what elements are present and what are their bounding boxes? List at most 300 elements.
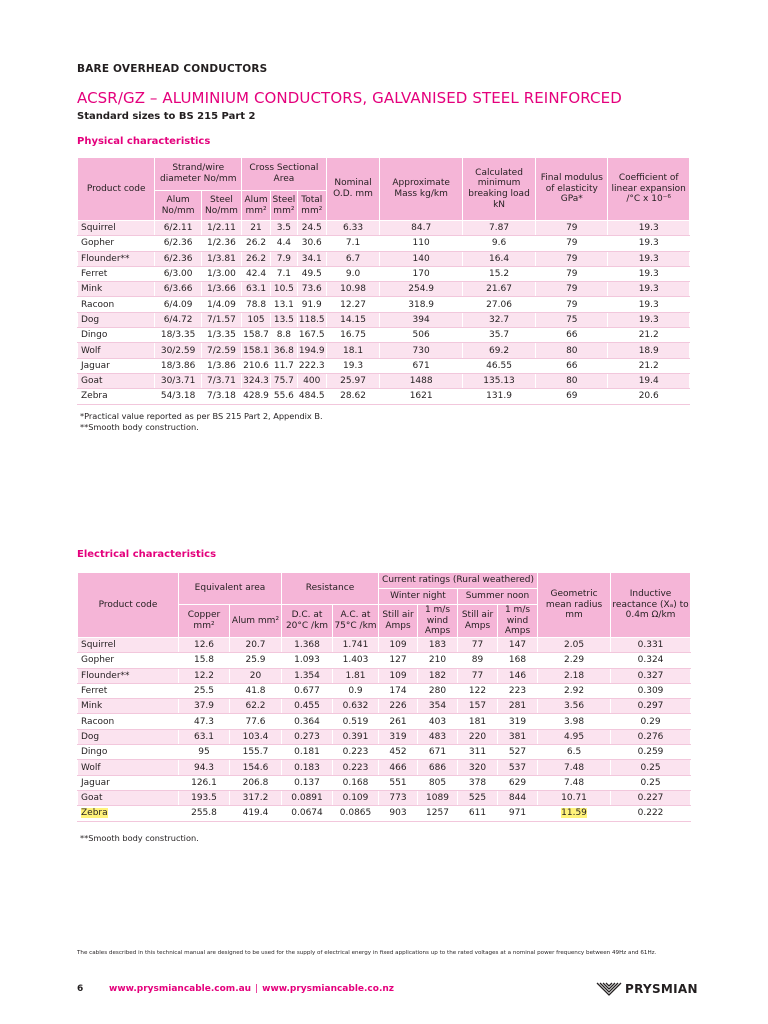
table-cell: 30/3.71	[155, 373, 201, 388]
table-cell: 629	[498, 775, 538, 790]
table-cell: 16.4	[462, 251, 535, 266]
product-code-cell: Dog	[78, 729, 179, 744]
table-cell: 6/4.09	[155, 297, 201, 312]
table-cell: 154.6	[230, 760, 282, 775]
table-cell: 26.2	[242, 236, 271, 251]
table-cell: 15.2	[462, 266, 535, 281]
table-cell: 21.2	[608, 358, 690, 373]
header-strand-diameter: Strand/wire diameter No/mm	[155, 158, 242, 191]
header-strand-steel: Steel No/mm	[201, 191, 241, 221]
note-smooth-body-electrical: **Smooth body construction.	[80, 833, 199, 843]
table-cell: 12.2	[179, 668, 230, 683]
table-cell: 19.3	[608, 236, 690, 251]
table-cell: 37.9	[179, 699, 230, 714]
table-cell: 79	[536, 266, 608, 281]
table-cell: 222.3	[297, 358, 326, 373]
table-cell: 1.403	[333, 653, 379, 668]
table-cell: 0.25	[611, 760, 691, 775]
table-cell: 210	[418, 653, 458, 668]
table-cell: 170	[380, 266, 463, 281]
table-cell: 0.259	[611, 745, 691, 760]
table-cell: 25.97	[326, 373, 380, 388]
table-cell: 281	[498, 699, 538, 714]
physical-notes	[80, 411, 323, 432]
table-cell: 84.7	[380, 221, 463, 236]
table-cell: 25.9	[230, 653, 282, 668]
table-cell: 55.6	[270, 389, 297, 404]
note-smooth-body: **Smooth body construction.	[80, 421, 199, 432]
product-code-cell: Ferret	[78, 683, 179, 698]
table-cell: 66	[536, 358, 608, 373]
header-csa-steel: Steel mm²	[270, 191, 297, 221]
header-summer-wind: 1 m/s wind Amps	[498, 605, 538, 638]
header-csa-alum: Alum mm²	[242, 191, 271, 221]
table-cell: 805	[418, 775, 458, 790]
table-cell: 9.0	[326, 266, 380, 281]
table-cell: 0.137	[282, 775, 333, 790]
table-cell: 378	[458, 775, 498, 790]
table-row	[78, 790, 691, 805]
table-cell: 77	[458, 638, 498, 653]
table-cell: 181	[458, 714, 498, 729]
table-cell: 35.7	[462, 328, 535, 343]
header-winter-night: Winter night	[379, 589, 458, 605]
table-cell: 3.98	[538, 714, 611, 729]
table-cell: 75.7	[270, 373, 297, 388]
table-cell: 15.8	[179, 653, 230, 668]
table-cell: 6/2.36	[155, 236, 201, 251]
table-cell: 131.9	[462, 389, 535, 404]
table-cell: 0.309	[611, 683, 691, 698]
table-cell: 1.81	[333, 668, 379, 683]
table-cell: 158.7	[242, 328, 271, 343]
section-heading: BARE OVERHEAD CONDUCTORS	[77, 63, 268, 75]
table-cell: 77.6	[230, 714, 282, 729]
table-cell: 193.5	[179, 790, 230, 805]
header-nominal-od: Nominal O.D. mm	[326, 158, 380, 221]
table-cell: 6/3.66	[155, 282, 201, 297]
header-linear-expansion: Coefficient of linear expansion /°C x 10⁻⁶	[608, 158, 690, 221]
table-cell: 10.71	[538, 790, 611, 805]
table-cell: 223	[498, 683, 538, 698]
table-cell: 77	[458, 668, 498, 683]
table-cell: 2.29	[538, 653, 611, 668]
table-cell: 110	[380, 236, 463, 251]
table-cell: 0.227	[611, 790, 691, 805]
table-cell: 20.7	[230, 638, 282, 653]
table-cell: 167.5	[297, 328, 326, 343]
table-cell: 69.2	[462, 343, 535, 358]
header-product-code-electrical: Product code	[78, 573, 179, 638]
table-row	[78, 653, 691, 668]
table-cell: 206.8	[230, 775, 282, 790]
table-cell: 1.368	[282, 638, 333, 653]
table-cell: 903	[379, 806, 418, 821]
table-cell: 255.8	[179, 806, 230, 821]
table-cell: 319	[498, 714, 538, 729]
table-cell: 6/4.72	[155, 312, 201, 327]
table-cell: 79	[536, 236, 608, 251]
table-row	[78, 745, 691, 760]
standard-reference: Standard sizes to BS 215 Part 2	[77, 111, 256, 122]
table-cell: 506	[380, 328, 463, 343]
table-cell: 0.455	[282, 699, 333, 714]
table-cell: 168	[498, 653, 538, 668]
table-cell: 25.5	[179, 683, 230, 698]
table-cell: 19.3	[608, 297, 690, 312]
header-product-code: Product code	[78, 158, 155, 221]
header-winter-wind: 1 m/s wind Amps	[418, 605, 458, 638]
table-cell: 73.6	[297, 282, 326, 297]
table-cell: 7/3.71	[201, 373, 241, 388]
table-cell: 0.29	[611, 714, 691, 729]
table-row	[78, 282, 690, 297]
header-breaking-load: Calculated minimum breaking load kN	[462, 158, 535, 221]
table-cell: 32.7	[462, 312, 535, 327]
table-row	[78, 389, 690, 404]
table-cell: 20	[230, 668, 282, 683]
table-row	[78, 221, 690, 236]
table-cell: 182	[418, 668, 458, 683]
table-cell: 0.0891	[282, 790, 333, 805]
table-row	[78, 729, 691, 744]
table-cell: 147	[498, 638, 538, 653]
table-cell: 103.4	[230, 729, 282, 744]
product-code-cell: Goat	[78, 790, 179, 805]
table-cell: 126.1	[179, 775, 230, 790]
table-cell: 844	[498, 790, 538, 805]
table-cell: 0.168	[333, 775, 379, 790]
table-cell: 158.1	[242, 343, 271, 358]
table-cell: 89	[458, 653, 498, 668]
table-cell: 1/2.11	[201, 221, 241, 236]
table-cell: 49.5	[297, 266, 326, 281]
table-cell: 324.3	[242, 373, 271, 388]
table-cell: 311	[458, 745, 498, 760]
table-cell: 551	[379, 775, 418, 790]
table-cell: 135.13	[462, 373, 535, 388]
table-cell: 354	[418, 699, 458, 714]
table-cell: 4.95	[538, 729, 611, 744]
table-row	[78, 251, 690, 266]
table-cell: 19.4	[608, 373, 690, 388]
table-cell: 54/3.18	[155, 389, 201, 404]
table-cell: 105	[242, 312, 271, 327]
table-cell: 28.62	[326, 389, 380, 404]
table-cell: 6/2.11	[155, 221, 201, 236]
table-cell: 773	[379, 790, 418, 805]
note-practical-value: *Practical value reported as per BS 215 Part 2, Appendix B.	[80, 411, 323, 421]
footer-link-au[interactable]: www.prysmiancable.com.au	[109, 984, 252, 994]
physical-characteristics-title: Physical characteristics	[77, 136, 211, 147]
table-cell: 194.9	[297, 343, 326, 358]
table-cell: 19.3	[608, 251, 690, 266]
header-dc-resistance: D.C. at 20°C /km	[282, 605, 333, 638]
table-cell: 419.4	[230, 806, 282, 821]
table-cell: 6/3.00	[155, 266, 201, 281]
table-cell: 0.519	[333, 714, 379, 729]
table-cell: 41.8	[230, 683, 282, 698]
table-cell: 30/2.59	[155, 343, 201, 358]
table-cell: 80	[536, 373, 608, 388]
table-cell: 0.181	[282, 745, 333, 760]
header-summer-noon: Summer noon	[458, 589, 538, 605]
table-cell: 109	[379, 638, 418, 653]
product-code-cell: Mink	[78, 699, 179, 714]
table-cell: 1089	[418, 790, 458, 805]
table-cell: 7/3.18	[201, 389, 241, 404]
table-cell: 36.8	[270, 343, 297, 358]
table-cell: 0.677	[282, 683, 333, 698]
table-cell: 1/4.09	[201, 297, 241, 312]
table-cell: 118.5	[297, 312, 326, 327]
table-cell: 525	[458, 790, 498, 805]
table-row	[78, 297, 690, 312]
table-cell: 319	[379, 729, 418, 744]
table-cell: 94.3	[179, 760, 230, 775]
table-row	[78, 266, 690, 281]
table-cell: 109	[379, 668, 418, 683]
header-modulus: Final modulus of elasticity GPa*	[536, 158, 608, 221]
table-cell: 1.093	[282, 653, 333, 668]
electrical-notes	[80, 833, 199, 844]
product-code-cell: Wolf	[78, 343, 155, 358]
table-cell: 0.9	[333, 683, 379, 698]
header-mass: Approximate Mass kg/km	[380, 158, 463, 221]
table-cell: 20.6	[608, 389, 690, 404]
table-cell: 2.92	[538, 683, 611, 698]
table-cell: 21.2	[608, 328, 690, 343]
table-cell: 27.06	[462, 297, 535, 312]
table-cell: 174	[379, 683, 418, 698]
table-cell: 318.9	[380, 297, 463, 312]
table-cell: 7/2.59	[201, 343, 241, 358]
table-cell: 7.1	[270, 266, 297, 281]
table-cell: 140	[380, 251, 463, 266]
table-cell: 7/1.57	[201, 312, 241, 327]
table-cell: 75	[536, 312, 608, 327]
table-cell: 69	[536, 389, 608, 404]
table-cell: 0.109	[333, 790, 379, 805]
table-cell: 1.741	[333, 638, 379, 653]
table-cell: 21	[242, 221, 271, 236]
product-code-cell: Mink	[78, 282, 155, 297]
table-cell: 46.55	[462, 358, 535, 373]
product-code-cell: Ferret	[78, 266, 155, 281]
table-cell: 1/3.66	[201, 282, 241, 297]
table-cell: 484.5	[297, 389, 326, 404]
table-cell: 12.27	[326, 297, 380, 312]
table-cell: 19.3	[608, 282, 690, 297]
table-cell: 21.67	[462, 282, 535, 297]
table-cell: 686	[418, 760, 458, 775]
table-cell: 611	[458, 806, 498, 821]
table-cell: 0.297	[611, 699, 691, 714]
table-cell: 0.25	[611, 775, 691, 790]
table-cell: 18.1	[326, 343, 380, 358]
table-cell: 63.1	[179, 729, 230, 744]
table-cell: 79	[536, 297, 608, 312]
table-cell: 671	[418, 745, 458, 760]
table-cell: 8.8	[270, 328, 297, 343]
table-cell: 0.364	[282, 714, 333, 729]
header-winter-still-air: Still air Amps	[379, 605, 418, 638]
header-resistance: Resistance	[282, 573, 379, 605]
table-cell: 220	[458, 729, 498, 744]
table-cell: 7.1	[326, 236, 380, 251]
table-cell: 1257	[418, 806, 458, 821]
table-cell: 18/3.35	[155, 328, 201, 343]
table-cell: 537	[498, 760, 538, 775]
table-cell: 10.98	[326, 282, 380, 297]
disclaimer-text: The cables described in this technical manual are designed to be used for the supply of electrical energy in fixed applications up to the rated voltages at a nominal power frequency between 49Hz and 61Hz.	[77, 950, 657, 956]
table-row	[78, 358, 690, 373]
table-cell: 210.6	[242, 358, 271, 373]
table-cell: 78.8	[242, 297, 271, 312]
table-cell: 18/3.86	[155, 358, 201, 373]
table-cell: 19.3	[326, 358, 380, 373]
header-cross-sectional-area: Cross Sectional Area	[242, 158, 327, 191]
header-copper: Copper mm²	[179, 605, 230, 638]
prysmian-logo	[596, 982, 698, 996]
table-cell: 14.15	[326, 312, 380, 327]
table-cell: 452	[379, 745, 418, 760]
table-cell: 971	[498, 806, 538, 821]
product-code-cell: Dog	[78, 312, 155, 327]
table-row	[78, 668, 691, 683]
table-cell: 226	[379, 699, 418, 714]
table-row	[78, 760, 691, 775]
table-cell: 381	[498, 729, 538, 744]
table-cell: 66	[536, 328, 608, 343]
product-code-cell: Squirrel	[78, 221, 155, 236]
table-cell: 80	[536, 343, 608, 358]
table-row	[78, 312, 690, 327]
footer-link-nz[interactable]: www.prysmiancable.co.nz	[262, 984, 395, 994]
table-cell: 7.48	[538, 760, 611, 775]
logo-wordmark: PRYSMIAN	[625, 982, 698, 996]
table-cell: 6/2.36	[155, 251, 201, 266]
table-cell: 428.9	[242, 389, 271, 404]
product-code-cell: Flounder**	[78, 668, 179, 683]
table-cell: 79	[536, 282, 608, 297]
table-cell: 403	[418, 714, 458, 729]
footer-links	[109, 984, 394, 994]
product-code-cell: Jaguar	[78, 358, 155, 373]
table-row	[78, 714, 691, 729]
table-cell: 0.0865	[333, 806, 379, 821]
table-row	[78, 328, 690, 343]
header-summer-still-air: Still air Amps	[458, 605, 498, 638]
table-cell: 9.6	[462, 236, 535, 251]
product-code-cell: Jaguar	[78, 775, 179, 790]
table-cell: 16.75	[326, 328, 380, 343]
table-cell: 466	[379, 760, 418, 775]
table-cell: 1/2.36	[201, 236, 241, 251]
table-cell: 4.4	[270, 236, 297, 251]
table-cell: 62.2	[230, 699, 282, 714]
table-cell: 0.223	[333, 745, 379, 760]
table-cell: 95	[179, 745, 230, 760]
table-cell	[538, 806, 611, 821]
table-row	[78, 638, 691, 653]
table-cell: 1/3.86	[201, 358, 241, 373]
table-cell: 0.276	[611, 729, 691, 744]
table-row	[78, 699, 691, 714]
table-cell: 6.5	[538, 745, 611, 760]
table-cell: 24.5	[297, 221, 326, 236]
product-code-cell: Zebra	[78, 389, 155, 404]
table-cell: 0.324	[611, 653, 691, 668]
table-cell: 146	[498, 668, 538, 683]
table-cell: 6.33	[326, 221, 380, 236]
table-cell: 19.3	[608, 221, 690, 236]
table-row	[78, 683, 691, 698]
table-cell: 671	[380, 358, 463, 373]
table-cell: 527	[498, 745, 538, 760]
electrical-characteristics-table	[77, 572, 691, 822]
table-cell: 155.7	[230, 745, 282, 760]
table-cell: 1621	[380, 389, 463, 404]
table-cell: 2.18	[538, 668, 611, 683]
header-current-ratings: Current ratings (Rural weathered)	[379, 573, 538, 589]
header-geometric-mean-radius: Geometric mean radius mm	[538, 573, 611, 638]
table-cell: 394	[380, 312, 463, 327]
product-code-cell: Gopher	[78, 236, 155, 251]
table-cell: 11.7	[270, 358, 297, 373]
product-code-cell	[78, 806, 179, 821]
table-cell: 320	[458, 760, 498, 775]
table-cell: 3.5	[270, 221, 297, 236]
table-cell: 79	[536, 221, 608, 236]
header-inductive-reactance: Inductive reactance (Xₐ) to 0.4m Ω/km	[611, 573, 691, 638]
table-row	[78, 373, 690, 388]
table-cell: 483	[418, 729, 458, 744]
table-cell: 91.9	[297, 297, 326, 312]
table-cell: 0.391	[333, 729, 379, 744]
table-cell: 0.222	[611, 806, 691, 821]
table-cell: 280	[418, 683, 458, 698]
table-cell: 1/3.35	[201, 328, 241, 343]
table-cell: 42.4	[242, 266, 271, 281]
table-cell: 19.3	[608, 312, 690, 327]
table-cell: 157	[458, 699, 498, 714]
table-cell: 30.6	[297, 236, 326, 251]
table-cell: 7.9	[270, 251, 297, 266]
table-cell: 183	[418, 638, 458, 653]
table-cell: 127	[379, 653, 418, 668]
table-cell: 0.632	[333, 699, 379, 714]
product-code-cell: Dingo	[78, 745, 179, 760]
table-cell: 47.3	[179, 714, 230, 729]
product-code-cell: Gopher	[78, 653, 179, 668]
prysmian-logo-icon	[596, 982, 622, 996]
table-cell: 26.2	[242, 251, 271, 266]
table-cell: 3.56	[538, 699, 611, 714]
table-cell: 0.223	[333, 760, 379, 775]
table-cell: 122	[458, 683, 498, 698]
table-cell: 0.327	[611, 668, 691, 683]
document-title: ACSR/GZ – ALUMINIUM CONDUCTORS, GALVANISED STEEL REINFORCED	[77, 89, 622, 107]
table-cell: 34.1	[297, 251, 326, 266]
table-cell: 7.48	[538, 775, 611, 790]
table-cell: 19.3	[608, 266, 690, 281]
table-cell: 254.9	[380, 282, 463, 297]
table-row	[78, 775, 691, 790]
header-strand-alum: Alum No/mm	[155, 191, 201, 221]
table-cell: 317.2	[230, 790, 282, 805]
product-code-cell: Dingo	[78, 328, 155, 343]
